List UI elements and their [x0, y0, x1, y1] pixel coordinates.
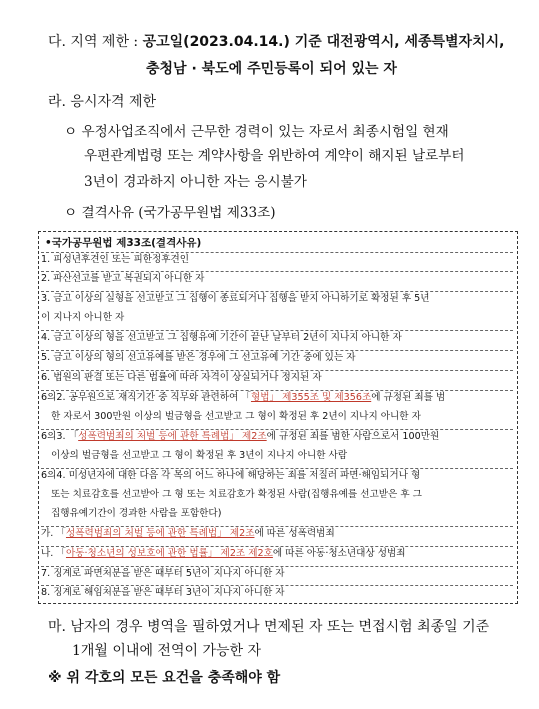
list-item: 8. 징계로 해임처분을 받은 때부터 3년이 지나지 아니한 자	[41, 585, 513, 600]
region-label: 다. 지역 제한 :	[48, 34, 143, 50]
list-item: 7. 징계로 파면처분을 받은 때부터 5년이 지나지 아니한 자	[41, 566, 513, 581]
disqualification-box	[38, 231, 518, 604]
bullet1-line3: 3년이 경과하지 아니한 자는 응시불가	[84, 174, 307, 190]
notice-requirements: ※ 위 각호의 모든 요건을 충족해야 함	[48, 670, 281, 686]
bullet2-disqualification: ㅇ 결격사유 (국가공무원법 제33조)	[64, 205, 276, 221]
sexual-crime-law-link-2[interactable]: 성폭력범죄의 처벌 등에 관한 특례법」 제2조	[65, 528, 255, 539]
list-item: 6의4. 미성년자에 대한 다음 각 목의 어느 하나에 해당하는 죄를 저질러 파면·해임되거나 형 또는 치료감호를 선고받아 그 형 또는 치료감호가 확정된 사람(집행유예를 선고받은 후 그 집행유예기간이 경과한 사람을 포함한다)	[41, 468, 513, 521]
list-item: 4. 금고 이상의 형을 선고받고 그 집행유예 기간이 끝난 날부터 2년이 지나지 아니한 자	[41, 330, 513, 345]
list-item: 6의2. 공무원으로 재직기간 중 직무와 관련하여 「형법」 제355조 및 제356조에 규정된 죄를 범 한 자로서 300만원 이상의 벌금형을 선고받고 그 형이 확정된 후 2년이 지나지 아니한 자	[41, 390, 513, 424]
youth-protection-law-link[interactable]: 아동·청소년의 성보호에 관한 법률」 제2조 제2호	[65, 548, 273, 559]
section-qualification-limit: 라. 응시자격 제한	[48, 94, 157, 110]
list-item: 5. 금고 이상의 형의 선고유예를 받은 경우에 그 선고유예 기간 중에 있는 자	[41, 350, 513, 365]
list-item: 6의3. 「성폭력범죄의 처벌 등에 관한 특례법」 제2조에 규정된 죄를 범한 사람으로서 100만원 이상의 벌금형을 선고받고 그 형이 확정된 후 3년이 지나지 아니한 사람	[41, 429, 513, 463]
box-title: •국가공무원법 제33조(결격사유)	[45, 237, 202, 249]
section-region-limit	[48, 32, 504, 52]
list-item: 6. 법원의 판결 또는 다른 법률에 따라 자격이 상실되거나 정지된 자	[41, 370, 513, 385]
list-item: 나. 「아동·청소년의 성보호에 관한 법률」 제2조 제2호에 따른 아동·청소년대상 성범죄	[41, 546, 513, 561]
region-text-2: 충청남 · 북도에 주민등록이 되어 있는 자	[146, 61, 397, 77]
list-item: 3. 금고 이상의 실형을 선고받고 그 집행이 종료되거나 집행을 받지 아니하기로 확정된 후 5년 이 지나지 아니한 자	[41, 291, 513, 325]
list-item: 가. 「성폭력범죄의 처벌 등에 관한 특례법」 제2조에 따른 성폭력범죄	[41, 526, 513, 541]
region-text-1: 공고일(2023.04.14.) 기준 대전광역시, 세종특별자치시,	[142, 34, 505, 50]
list-item: 2. 파산선고를 받고 복권되지 아니한 자	[41, 271, 513, 286]
section-military: 마. 남자의 경우 병역을 필하였거나 면제된 자 또는 면접시험 최종일 기준	[48, 619, 490, 635]
sexual-crime-law-link[interactable]: 성폭력범죄의 처벌 등에 관한 특례법」 제2조	[78, 431, 267, 442]
list-item: 1. 피성년후견인 또는 피한정후견인	[41, 252, 513, 267]
criminal-law-link[interactable]: 형법」 제355조 및 제356조	[250, 392, 372, 403]
bullet1-line1: ㅇ 우정사업조직에서 근무한 경력이 있는 자로서 최종시험일 현재	[64, 124, 449, 140]
section-military-line2: 1개월 이내에 전역이 가능한 자	[72, 643, 261, 659]
bullet1-line2: 우편관계법령 또는 계약사항을 위반하여 계약이 해지된 날로부터	[84, 148, 465, 164]
